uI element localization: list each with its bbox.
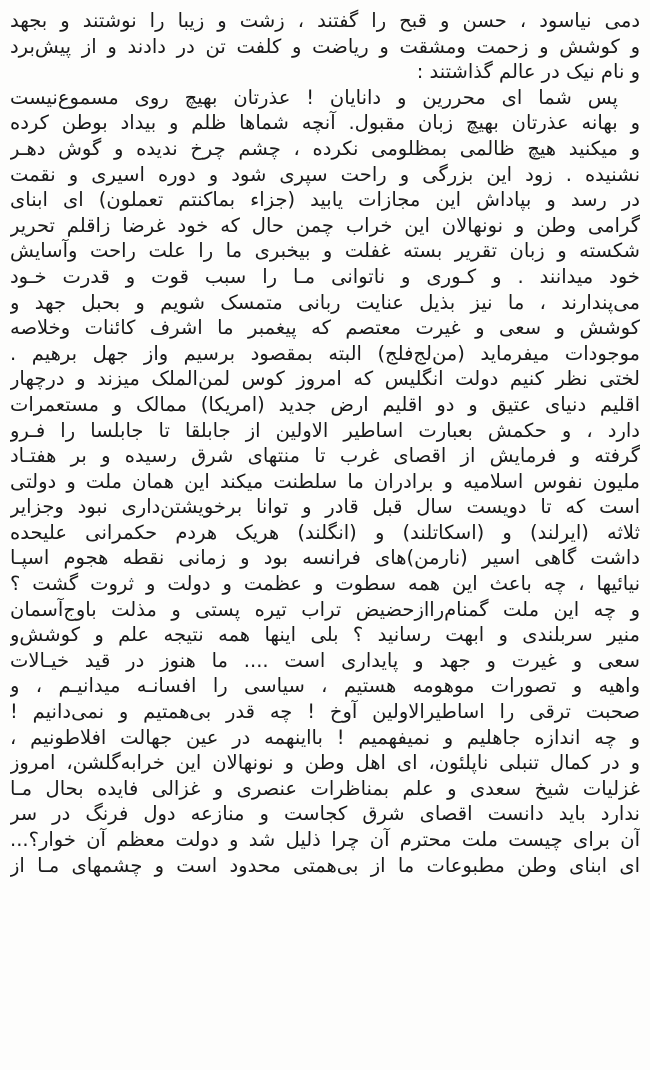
text-line: غزلیات شیخ سعدی و علم بمناظرات عنصری و غزالی فایده بحال مـا bbox=[10, 776, 640, 800]
body-text bbox=[10, 8, 640, 878]
text-line: اقلیم دنیای عتیق و دو اقلیم ارض جدید (امریکا) ممالک و مستعمرات bbox=[10, 392, 640, 416]
text-line: داشت گاهی اسیر (نارمن)های فرانسه بود و زمانی نقطه هجوم اسپـا bbox=[10, 546, 640, 570]
text-line: و کوشش و زحمت ومشقت و ریاضت و کلفت تن در دادند و از پیش‌برد bbox=[10, 34, 640, 58]
text-line: گرفته و فرمایش از اقصای غرب تا منتهای شرق رسیده و بر هفتـاد bbox=[10, 444, 640, 468]
text-line: کوشش و سعی و غیرت معتصم که پیغمبر ما اشرف کائنات وخلاصه bbox=[10, 316, 640, 340]
text-line: و میکنید هیچ ظالمی بمظلومی نکرده ، چشم چرخ ندیده و گوش دهـر bbox=[10, 136, 640, 160]
text-line: دمی نیاسود ، حسن و قبح را گفتند ، زشت و زیبا را نوشتند و بجهد bbox=[10, 9, 640, 32]
text-line: ملیون نفوس اسلامیه و برادران ما سلطنت میکند این همان ملت و دولتی bbox=[10, 469, 640, 493]
text-line: نیائیها ، چه باعث این همه سطوت و عظمت و دولت و ثروت گشت ؟ bbox=[10, 572, 640, 596]
text-line: ثلاثه (ایرلند) و (اسکاتلند) و (انگلند) هریک هردم حکمرانی علیحده bbox=[10, 520, 640, 544]
text-line: صحبت ترقی را اساطیرالاولین آوخ ! چه قدر بی‌همتیم و نمی‌دانیم ! bbox=[10, 700, 640, 724]
text-line: ای ابنای وطن مطبوعات ما از بی‌همتی محدود است و چشمهای مـا از bbox=[10, 853, 640, 877]
text-line: و بهانه عذرتان بهیچ زبان مقبول. آنچه شماها ظلم و بیداد بوطن کرده bbox=[10, 111, 640, 135]
text-line: نشنیده . زود این بزرگی و راحت سپری شود و دوره اسیری و نقمت bbox=[10, 162, 640, 186]
text-line: واهیه و تصورات موهومه هستیم ، سیاسی را افسانـه میدانیـم ، و bbox=[10, 674, 640, 698]
text-line: گرامی وطن و نونهالان این خراب چمن حال که خود غرضا زاقلم تحریر bbox=[10, 213, 640, 237]
text-line: در رسد و بپاداش این مجازات یابید (جزاء بماکنتم تعملون) ای ابنای bbox=[10, 188, 640, 212]
text-line: دارد ، و حکمش بعبارت اساطیر الاولین از جابلقا تا جابلسا را فـرو bbox=[10, 418, 640, 442]
text-line: می‌پندارند ، ما نیز بذیل عنایت ربانی متمسک شویم و بحبل جهد و bbox=[10, 290, 640, 314]
text-line: لختی نظر کنیم دولت انگلیس که امروز کوس لمن‌الملک میزند و درچهار bbox=[10, 367, 640, 391]
text-line: و چه این ملت گمنام‌رااز‌حضیض تراب تیره پستی و مذلت باوج‌آسمان bbox=[10, 597, 640, 621]
text-line: پس شما ای محررین و دانایان ! عذرتان بهیچ روی مسموع‌نیست bbox=[10, 85, 618, 109]
text-line: است که تا دویست سال قبل قادر و توانا برخویشتن‌داری نبود وجزایر bbox=[10, 495, 640, 519]
text-line: خود میدانند . و کـوری و ناتوانی مـا را سبب قوت و قدرت خـود bbox=[10, 264, 640, 288]
text-line: و چه اندازه جاهلیم و نمیفهمیم ! بااینهمه در عین جهالت افلاطونیم ، bbox=[10, 725, 640, 749]
text-line: ندارد باید دانست اقصای شرق کجاست و منازعه دول فرنگ در سر bbox=[10, 802, 640, 826]
text-line: شکسته و زبان تقریر بسته غفلت و بیخبری ما را علت راحت وآسایش bbox=[10, 239, 640, 263]
text-line: و در کمال تنبلی ناپلئون، ای اهل وطن و نونهالان این خرابه‌گلشن، امروز bbox=[10, 751, 640, 775]
text-line: منیر سربلندی و ابهت رسانید ؟ بلی اینها همه نتیجه علم و کوشش‌و bbox=[10, 623, 640, 647]
text-line: موجودات میفرماید (من‌لج‌فلج) البته بمقصود برسیم واز جهل برهیم . bbox=[10, 341, 640, 365]
text-line: سعی و غیرت و جهد و پایداری است .... ما هنوز در قید خیـالات bbox=[10, 648, 640, 672]
text-line: و نام نیک در عالم گذاشتند : bbox=[416, 60, 640, 84]
text-line: آن برای چیست ملت محترم آن چرا ذلیل شد و دولت معظم آن خوار؟... bbox=[10, 828, 640, 851]
